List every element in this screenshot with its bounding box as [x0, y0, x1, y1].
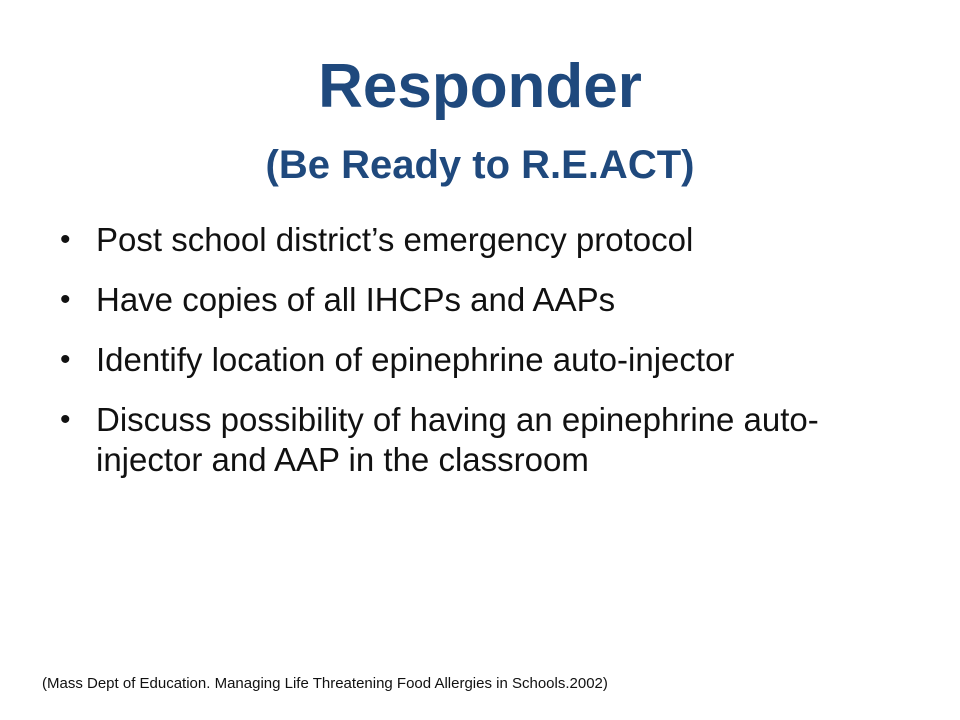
bullet-item [60, 340, 910, 380]
bullet-text: Discuss possibility of having an epinephrine auto-injector and AAP in the classroom [96, 401, 819, 478]
bullet-icon: • [60, 283, 71, 316]
bullet-item [60, 400, 910, 480]
bullet-text: Post school district’s emergency protocol [96, 221, 694, 258]
bullet-item [60, 280, 910, 320]
bullet-icon: • [60, 223, 71, 256]
bullet-item [60, 220, 910, 260]
citation: (Mass Dept of Education. Managing Life Threatening Food Allergies in Schools.2002) [42, 675, 608, 692]
bullet-text: Identify location of epinephrine auto-injector [96, 341, 735, 378]
slide-subtitle: (Be Ready to R.E.ACT) [265, 143, 695, 187]
bullet-list [60, 220, 910, 500]
bullet-icon: • [60, 403, 71, 436]
bullet-text: Have copies of all IHCPs and AAPs [96, 281, 616, 318]
bullet-icon: • [60, 343, 71, 376]
title-block [0, 48, 960, 190]
slide-title: Responder [318, 52, 642, 121]
